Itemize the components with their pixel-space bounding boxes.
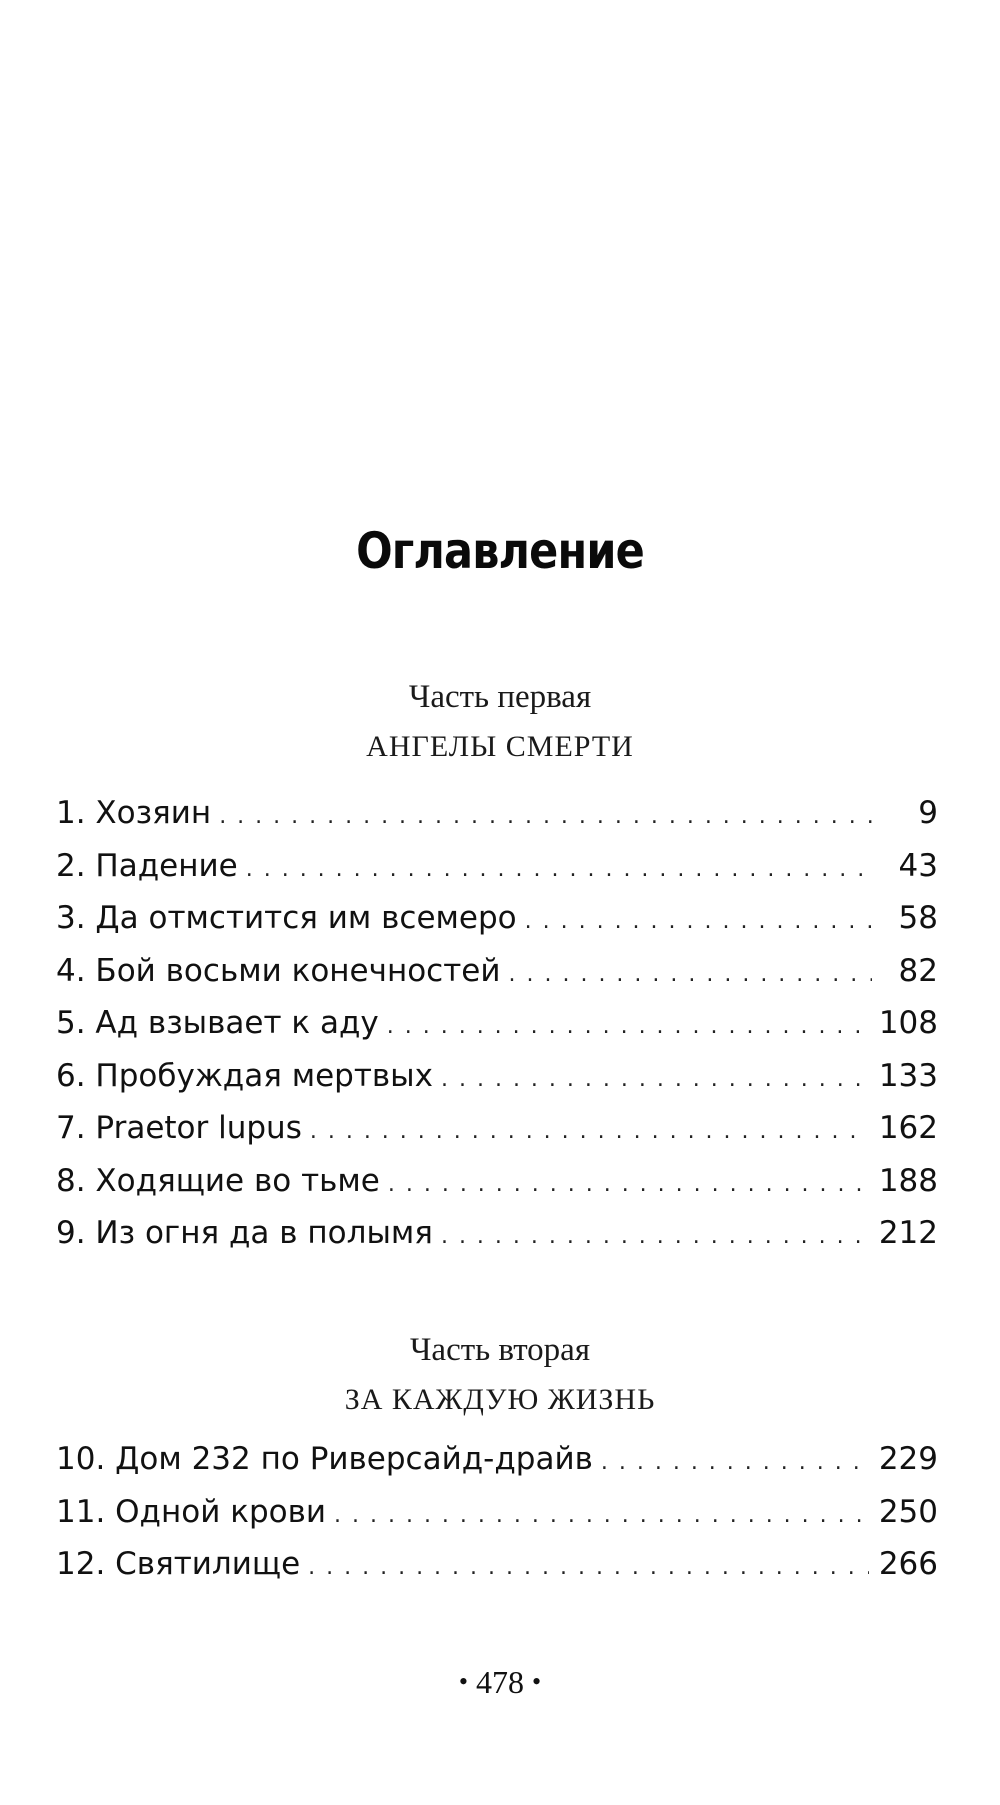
chapter-title: 7. Praetor lupus [56,1110,302,1146]
chapter-title: 4. Бой восьми конечностей [56,952,501,989]
chapter-entry-3[interactable] [56,900,938,953]
chapter-entry-4[interactable] [56,953,938,1006]
part-2-label: Часть вторая [409,1332,591,1368]
page-number-footer [0,1664,1000,1701]
chapter-title: 10. Дом 232 по Риверсайд-драйв [56,1441,593,1477]
chapter-page-number: 250 [878,1493,938,1530]
dot-leader [308,1555,869,1580]
dot-leader [334,1503,869,1528]
chapter-page-number: 229 [878,1441,938,1477]
part-2-name: ЗА КАЖДУЮ ЖИЗНЬ [344,1383,656,1416]
chapter-title: 2. Падение [56,847,238,884]
dot-leader [509,962,872,987]
chapter-page-number: 212 [878,1215,938,1251]
chapter-entry-9[interactable] [56,1215,938,1268]
chapter-page-number: 162 [878,1110,938,1146]
chapter-entry-5[interactable] [56,1005,938,1058]
part-1-name: АНГЕЛЫ СМЕРТИ [366,730,634,763]
part-1-heading [0,672,1000,772]
chapter-page-number: 108 [878,1005,938,1041]
part-1-label: Часть первая [408,679,592,715]
chapter-title: 8. Ходящие во тьме [56,1162,380,1199]
dot-leader [387,1014,869,1039]
chapter-title: 9. Из огня да в полымя [56,1215,433,1251]
chapter-title: 12. Святилище [56,1546,301,1582]
dot-leader [601,1450,869,1475]
chapter-entry-7[interactable] [56,1110,938,1163]
chapter-entry-1[interactable] [56,795,938,848]
chapter-page-number: 9 [918,795,938,831]
chapter-page-number: 188 [878,1162,938,1199]
folio-number: 478 [476,1664,524,1700]
bullet-left: • [458,1667,468,1696]
part-2-heading [0,1325,1000,1425]
dot-leader [525,909,872,934]
chapter-page-number: 58 [898,900,938,936]
chapter-title: 3. Да отмстится им всемеро [56,900,517,936]
chapter-title: 5. Ад взывает к аду [56,1005,379,1041]
dot-leader [310,1119,869,1144]
chapter-entry-6[interactable] [56,1058,938,1111]
dot-leader [219,804,872,829]
chapter-page-number: 266 [878,1546,938,1582]
chapter-title: 11. Одной крови [56,1493,327,1530]
chapter-entry-2[interactable] [56,848,938,901]
dot-leader [441,1067,869,1092]
chapter-entry-8[interactable] [56,1163,938,1216]
dot-leader [246,857,872,882]
chapter-title: 6. Пробуждая мертвых [56,1057,433,1094]
part-1-chapter-list [56,795,938,1268]
chapter-page-number: 82 [898,952,938,989]
dot-leader [441,1224,869,1249]
dot-leader [388,1172,869,1197]
bullet-right: • [532,1667,542,1696]
part-2-chapter-list [56,1441,938,1599]
chapter-page-number: 43 [898,847,938,884]
chapter-entry-12[interactable] [56,1546,938,1599]
chapter-entry-11[interactable] [56,1494,938,1547]
chapter-title: 1. Хозяин [56,795,212,831]
toc-title: Оглавление [356,522,644,580]
chapter-entry-10[interactable] [56,1441,938,1494]
chapter-page-number: 133 [878,1057,938,1094]
